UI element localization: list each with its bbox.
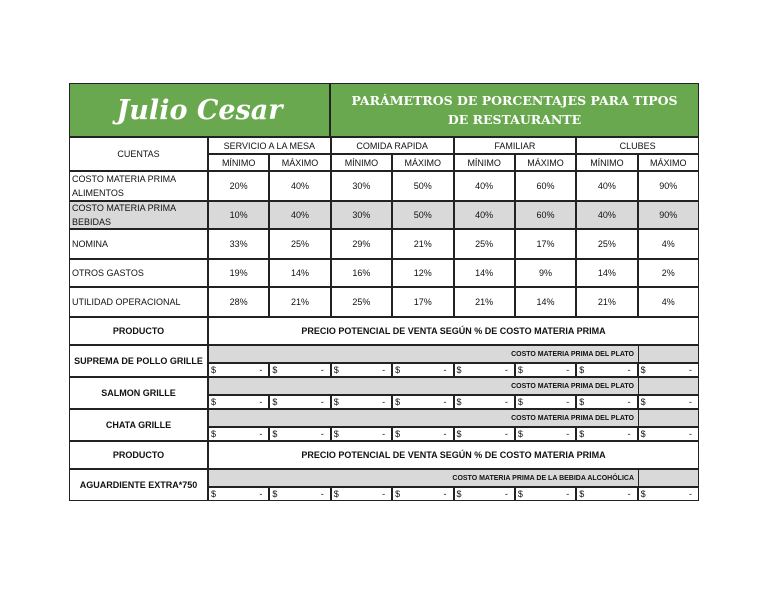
percent-cell: 21% [392,229,453,259]
product-price-cell [454,487,515,501]
group-header-1: COMIDA RAPIDA [331,137,454,154]
percent-cell: 90% [638,201,699,229]
product-header: PRODUCTO [69,441,208,469]
currency-symbol: $ [333,365,339,375]
percent-cell: 60% [515,201,576,229]
cost-input[interactable] [638,345,699,363]
product-price-cell [331,363,392,377]
cost-label: COSTO MATERIA PRIMA DE LA BEBIDA ALCOHÓLICA [452,474,634,482]
product-price-cell [515,363,576,377]
product-price-cell [515,395,576,409]
product-price-cell [392,395,453,409]
product-price-cell [269,487,330,501]
cost-input[interactable] [638,469,699,487]
percent-cell: 12% [392,259,453,287]
percent-cell: 40% [576,171,637,201]
currency-symbol: $ [211,429,217,439]
group-header-2: FAMILIAR [454,137,577,154]
percent-cell: 2% [638,259,699,287]
sheet-title: PARÁMETROS DE PORCENTAJES PARA TIPOS DE RESTAURANTE [330,83,699,137]
price-value: - [259,489,263,499]
currency-symbol: $ [456,489,462,499]
product-price-cell [576,363,637,377]
price-value: - [689,397,692,407]
price-value: - [689,365,692,375]
percent-cell: 21% [576,287,637,317]
percent-cell: 16% [331,259,392,287]
currency-symbol: $ [395,397,401,407]
currency-symbol: $ [333,429,339,439]
price-value: - [443,397,447,407]
product-price-cell [269,395,330,409]
product-price-cell [331,427,392,441]
product-price-cell [269,363,330,377]
price-value: - [320,489,324,499]
product-header: PRODUCTO [69,317,208,345]
percent-cell: 50% [392,201,453,229]
currency-symbol: $ [395,365,401,375]
percent-cell: 10% [208,201,269,229]
percent-cell: 25% [576,229,637,259]
percent-cell: 17% [515,229,576,259]
currency-symbol: $ [640,429,646,439]
price-value: - [627,397,631,407]
currency-symbol: $ [395,489,401,499]
product-price-cell [638,395,699,409]
price-value: - [627,365,631,375]
percent-cell: 14% [454,259,515,287]
product-price-cell [392,363,453,377]
product-name: CHATA GRILLE [69,409,208,441]
percent-cell: 4% [638,229,699,259]
price-value: - [259,397,263,407]
product-name: SUPREMA DE POLLO GRILLE [69,345,208,377]
cost-label: COSTO MATERIA PRIMA DEL PLATO [511,382,634,390]
product-price-cell [515,487,576,501]
price-value: - [627,489,631,499]
percent-cell: 4% [638,287,699,317]
product-name: AGUARDIENTE EXTRA*750 [69,469,208,501]
price-value: - [382,429,386,439]
percent-cell: 90% [638,171,699,201]
currency-symbol: $ [272,365,278,375]
product-price-cell [331,395,392,409]
group-header-0: SERVICIO A LA MESA [208,137,331,154]
currency-symbol: $ [211,365,217,375]
currency-symbol: $ [640,397,646,407]
max-header-1: MÁXIMO [392,154,453,171]
price-value: - [689,429,692,439]
product-name: SALMON GRILLE [69,377,208,409]
percent-cell: 33% [208,229,269,259]
percent-cell: 21% [269,287,330,317]
price-value: - [627,429,631,439]
percent-cell: 40% [454,201,515,229]
price-value: - [566,397,570,407]
min-header-2: MÍNIMO [454,154,515,171]
row-label: COSTO MATERIA PRIMA ALIMENTOS [69,171,208,201]
percent-cell: 21% [454,287,515,317]
currency-symbol: $ [579,489,585,499]
percent-cell: 19% [208,259,269,287]
cost-label: COSTO MATERIA PRIMA DEL PLATO [511,350,634,358]
product-price-cell [576,427,637,441]
percent-cell: 20% [208,171,269,201]
currency-symbol: $ [517,365,523,375]
percent-cell: 25% [454,229,515,259]
cost-input[interactable] [638,409,699,427]
currency-symbol: $ [517,429,523,439]
price-section-title: PRECIO POTENCIAL DE VENTA SEGÚN % DE COSTO MATERIA PRIMA [208,441,699,469]
percent-cell: 40% [269,171,330,201]
product-price-cell [454,427,515,441]
min-header-0: MÍNIMO [208,154,269,171]
price-value: - [320,397,324,407]
currency-symbol: $ [211,397,217,407]
price-value: - [504,489,508,499]
row-label: COSTO MATERIA PRIMA BEBIDAS [69,201,208,229]
percent-cell: 30% [331,201,392,229]
price-value: - [443,365,447,375]
product-price-cell [208,427,269,441]
percent-cell: 14% [515,287,576,317]
percent-cell: 60% [515,171,576,201]
price-value: - [504,429,508,439]
cost-input[interactable] [638,377,699,395]
product-price-cell [638,487,699,501]
price-value: - [382,397,386,407]
currency-symbol: $ [517,397,523,407]
product-price-cell [331,487,392,501]
percent-cell: 17% [392,287,453,317]
percent-cell: 30% [331,171,392,201]
price-value: - [259,365,263,375]
currency-symbol: $ [333,397,339,407]
percent-cell: 50% [392,171,453,201]
accounts-header: CUENTAS [69,137,208,171]
product-price-cell [392,487,453,501]
price-value: - [566,365,570,375]
percent-cell: 25% [269,229,330,259]
percent-cell: 40% [269,201,330,229]
product-price-cell [208,363,269,377]
price-value: - [504,397,508,407]
price-value: - [566,489,570,499]
currency-symbol: $ [579,365,585,375]
product-price-cell [576,487,637,501]
currency-symbol: $ [456,429,462,439]
percent-cell: 14% [269,259,330,287]
product-price-cell [576,395,637,409]
price-value: - [504,365,508,375]
percent-cell: 14% [576,259,637,287]
percent-cell: 25% [331,287,392,317]
cost-label: COSTO MATERIA PRIMA DEL PLATO [511,414,634,422]
product-price-cell [454,395,515,409]
row-label: UTILIDAD OPERACIONAL [69,287,208,317]
group-header-3: CLUBES [576,137,699,154]
price-value: - [689,489,692,499]
currency-symbol: $ [333,489,339,499]
percent-cell: 40% [576,201,637,229]
percent-cell: 28% [208,287,269,317]
price-value: - [320,365,324,375]
product-price-cell [392,427,453,441]
percent-cell: 29% [331,229,392,259]
price-value: - [566,429,570,439]
min-header-3: MÍNIMO [576,154,637,171]
currency-symbol: $ [272,429,278,439]
percent-cell: 9% [515,259,576,287]
currency-symbol: $ [640,489,646,499]
price-value: - [259,429,263,439]
price-value: - [443,429,447,439]
currency-symbol: $ [272,397,278,407]
currency-symbol: $ [640,365,646,375]
product-price-cell [638,427,699,441]
product-price-cell [208,487,269,501]
price-value: - [382,365,386,375]
price-value: - [382,489,386,499]
product-price-cell [638,363,699,377]
currency-symbol: $ [517,489,523,499]
brand-logo-cell: Julio Cesar [69,83,330,137]
currency-symbol: $ [272,489,278,499]
product-price-cell [269,427,330,441]
min-header-1: MÍNIMO [331,154,392,171]
row-label: OTROS GASTOS [69,259,208,287]
currency-symbol: $ [579,429,585,439]
product-price-cell [454,363,515,377]
currency-symbol: $ [579,397,585,407]
max-header-0: MÁXIMO [269,154,330,171]
currency-symbol: $ [395,429,401,439]
row-label: NOMINA [69,229,208,259]
currency-symbol: $ [456,397,462,407]
max-header-3: MÁXIMO [638,154,699,171]
currency-symbol: $ [456,365,462,375]
price-value: - [443,489,447,499]
currency-symbol: $ [211,489,217,499]
max-header-2: MÁXIMO [515,154,576,171]
product-price-cell [208,395,269,409]
price-value: - [320,429,324,439]
product-price-cell [515,427,576,441]
percent-cell: 40% [454,171,515,201]
price-section-title: PRECIO POTENCIAL DE VENTA SEGÚN % DE COSTO MATERIA PRIMA [208,317,699,345]
